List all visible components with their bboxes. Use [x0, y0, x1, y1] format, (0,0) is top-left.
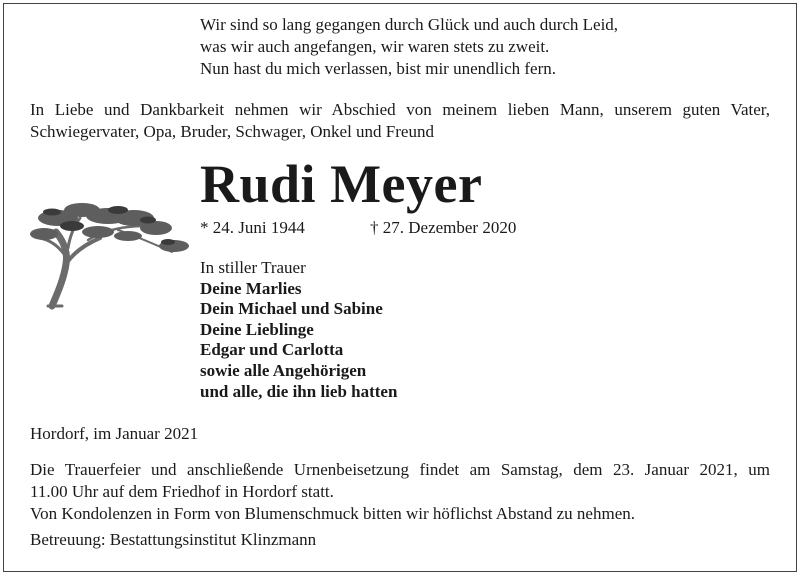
mourner-entry: sowie alle Angehörigen — [200, 360, 367, 380]
funeral-line: Von Kondolenzen in Form von Blumenschmuck bitten wir höflichst Abstand zu nehmen. — [30, 504, 635, 523]
mourner-entry: und alle, die ihn lieb hatten — [200, 381, 398, 401]
funeral-info — [30, 459, 770, 525]
funeral-line: 11.00 Uhr auf dem Friedhof in Hordorf statt. — [30, 482, 334, 501]
life-dates — [200, 217, 516, 239]
poem-line: Wir sind so lang gegangen durch Glück und auch durch Leid, — [200, 15, 619, 34]
intro-line: In Liebe und Dankbarkeit nehmen wir Abschied von meinem lieben Mann, unserem guten Vater, — [30, 100, 770, 119]
mourner-entry: Deine Marlies — [200, 278, 302, 298]
poem-line: was wir auch angefangen, wir waren stets zu zweit. — [200, 37, 550, 56]
mourner-entry: Dein Michael und Sabine — [200, 299, 383, 319]
funeral-home: Betreuung: Bestattungsinstitut Klinzmann — [30, 530, 317, 549]
farewell-intro — [30, 99, 770, 143]
death-date: † 27. Dezember 2020 — [370, 218, 517, 237]
place-and-date: Hordorf, im Januar 2021 — [30, 424, 199, 443]
deceased-name: Rudi Meyer — [200, 154, 483, 214]
mourners-intro: In stiller Trauer — [200, 258, 306, 277]
poem — [200, 14, 618, 80]
mourner-entry: Edgar und Carlotta — [200, 340, 344, 360]
mourners-list — [200, 258, 397, 402]
mourner-entry: Deine Lieblinge — [200, 319, 314, 339]
tree-icon — [28, 188, 190, 310]
funeral-line: Die Trauerfeier und anschließende Urnenbeisetzung findet am Samstag, dem 23. Januar 2021, um — [30, 460, 770, 479]
birth-date: * 24. Juni 1944 — [200, 218, 305, 237]
intro-line: Schwiegervater, Opa, Bruder, Schwager, Onkel und Freund — [30, 122, 434, 141]
poem-line: Nun hast du mich verlassen, bist mir unendlich fern. — [200, 59, 556, 78]
